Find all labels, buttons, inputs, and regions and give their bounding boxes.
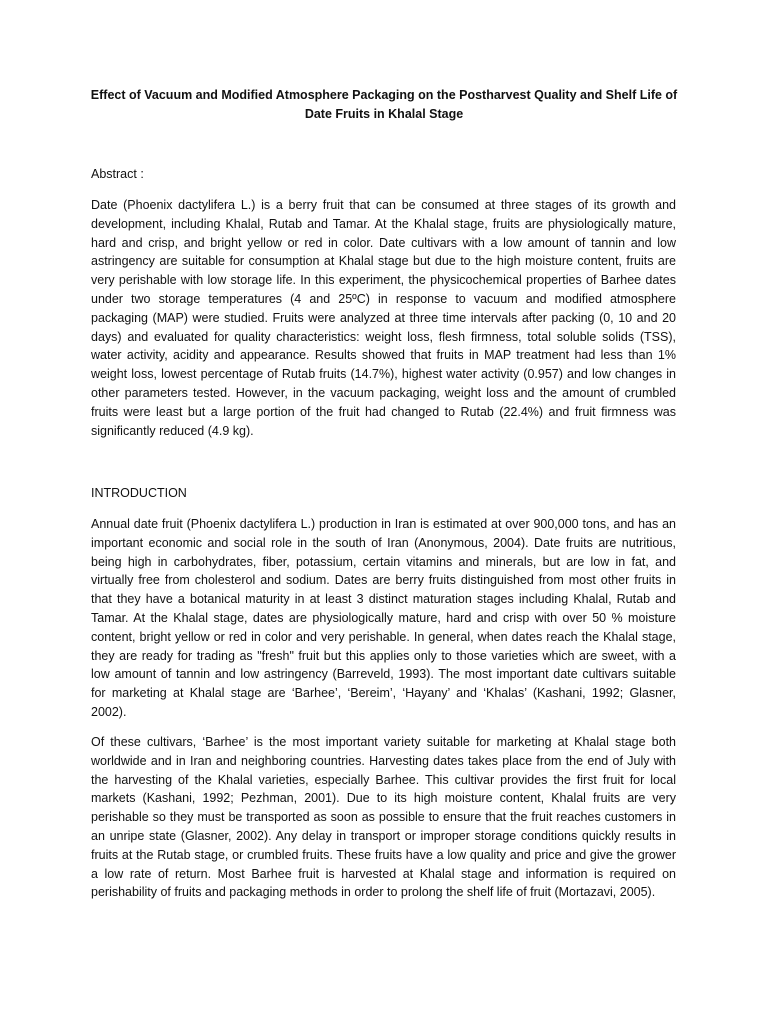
- introduction-paragraph-1: Annual date fruit (Phoenix dactylifera L.) production in Iran is estimated at over 900,000 tons, and has an important economic and social role in the south of Iran (Anonymous, 2004). Date fruits are nutritious, being high in carbohydrates, fiber, potassium, certain vitamins and minerals, but are low in fat, and virtually free from cholesterol and sodium. Dates are berry fruits distinguished from most other fruits in that they have a botanical maturity in at least 3 distinct maturation stages including Khalal, Rutab and Tamar. At the Khalal stage, dates are physiologically mature, hard and crisp with over 50 % moisture content, bright yellow or red in color and very perishable. In general, when dates reach the Khalal stage, they are ready for trading as "fresh" fruit but this applies only to those varieties which are sweet, with a low amount of tannin and low astringency (Barreveld, 1993). The most important date cultivars suitable for marketing at Khalal stage are ‘Barhee’, ‘Bereim’, ‘Hayany’ and ‘Khalas’ (Kashani, 1992; Glasner, 2002).: [91, 517, 676, 719]
- abstract-paragraph: Date (Phoenix dactylifera L.) is a berry fruit that can be consumed at three stages of its growth and development, including Khalal, Rutab and Tamar. At the Khalal stage, fruits are physiologically mature, hard and crisp, and bright yellow or red in color. Date cultivars with a low amount of tannin and low astringency are suitable for consumption at Khalal stage but due to the high moisture content, fruits are very perishable with low storage life. In this experiment, the physicochemical properties of Barhee dates under two storage temperatures (4 and 25ºC) in response to vacuum and modified atmosphere packaging (MAP) were studied. Fruits were analyzed at three time intervals after packing (0, 10 and 20 days) and evaluated for quality characteristics: weight loss, flesh firmness, total soluble solids (TSS), water activity, acidity and appearance. Results showed that fruits in MAP treatment had less than 1% weight loss, lowest percentage of Rutab fruits (14.7%), highest water activity (0.957) and low changes in other parameters tested. However, in the vacuum packaging, weight loss and the amount of crumbled fruits were least but a large portion of the fruit had changed to Rutab (22.4%) and fruit firmness was significantly reduced (4.9 kg).: [91, 198, 676, 438]
- paper-title: Effect of Vacuum and Modified Atmosphere Packaging on the Postharvest Quality and Shelf Life of Date Fruits in Khalal Stage: [90, 88, 678, 121]
- abstract-heading: Abstract :: [91, 167, 144, 181]
- introduction-paragraph-2: Of these cultivars, ‘Barhee’ is the most important variety suitable for marketing at Khalal stage both worldwide and in Iran and neighboring countries. Harvesting dates takes place from the end of July with the harvesting of the Khalal varieties, especially Barhee. This cultivar provides the first fruit for local markets (Kashani, 1992; Pezhman, 2001). Due to its high moisture content, Khalal fruits are very perishable so they must be transported as soon as possible to ensure that the fruit reaches customers in an unripe state (Glasner, 2002). Any delay in transport or improper storage conditions quickly results in fruits at the Rutab stage, or crumbled fruits. These fruits have a low quality and price and give the grower a low rate of return. Most Barhee fruit is harvested at Khalal stage and information is required on perishability of fruits and packaging methods in order to prolong the shelf life of fruit (Mortazavi, 2005).: [91, 735, 676, 900]
- introduction-heading: INTRODUCTION: [91, 486, 187, 500]
